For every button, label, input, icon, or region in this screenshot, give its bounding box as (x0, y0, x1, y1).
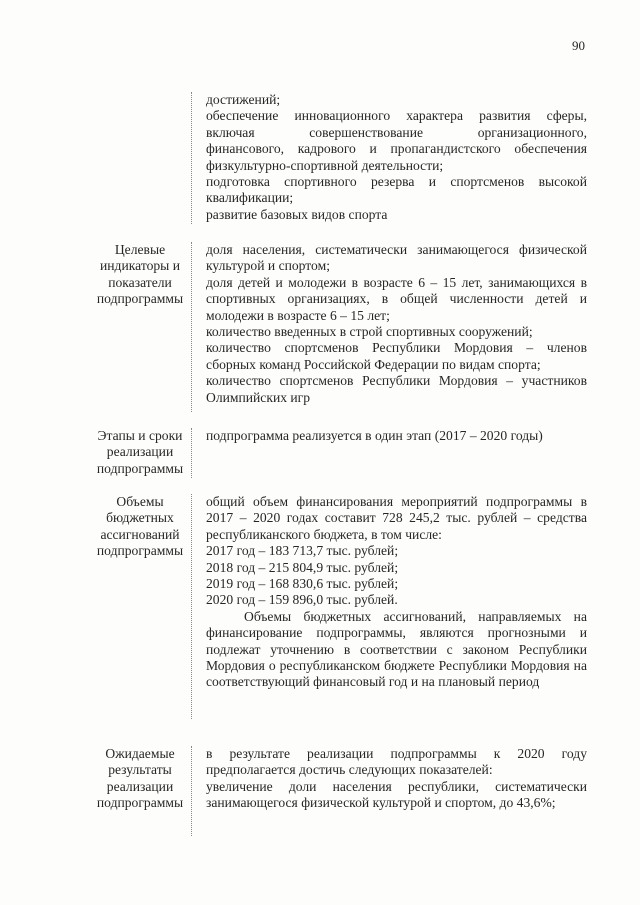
funding-text (206, 494, 587, 691)
goals-line: включая совершенствование организационного, (206, 124, 587, 140)
funding-year: 2017 год – 183 713,7 тыс. рублей; (206, 543, 399, 559)
column-divider (191, 746, 196, 836)
stages-text (206, 428, 587, 444)
stages-value: подпрограмма реализуется в один этап (2017 – 2020 годы) (206, 428, 543, 443)
indicators-label: Целевые индикаторы и показатели подпрограммы (96, 242, 184, 307)
column-divider (191, 494, 196, 719)
stages-label: Этапы и сроки реализации подпрограммы (96, 428, 184, 476)
page-number: 90 (572, 38, 585, 53)
goals-line: обеспечение инновационного характера развития сферы, (206, 108, 587, 124)
goals-line: подготовка спортивного резерва и спортсменов высокой (206, 174, 587, 190)
result-item: увеличение доли населения республики, систематически занимающегося физической культурой и спортом, до 43,6%; (206, 778, 587, 811)
goals-line: достижений; (206, 92, 281, 107)
funding-year: 2020 год – 159 896,0 тыс. рублей. (206, 592, 398, 608)
indicator-item: количество спортсменов Республики Мордовия – членов сборных команд Российской Федерации по видам спорта; (206, 340, 587, 372)
column-divider (191, 428, 196, 478)
indicators-text (206, 242, 587, 406)
results-label: Ожидаемые результаты реализации подпрограммы (96, 746, 184, 811)
goals-line: развитие базовых видов спорта (206, 206, 388, 222)
goals-line: финансового, кадрового и пропагандистского обеспечения (206, 141, 587, 157)
indicator-item: количество спортсменов Республики Мордовия – участников Олимпийских игр (206, 373, 587, 405)
indicator-item: доля детей и молодежи в возрасте 6 – 15 лет, занимающихся в спортивных организациях, в общей численности детей и молодежи в возрасте 6 – 15 лет; (206, 274, 587, 323)
funding-intro: общий объем финансирования мероприятий подпрограммы в 2017 – 2020 годах составит 728 245,2 тыс. рублей – средства республиканского бюджета, в том числе: (206, 494, 587, 542)
funding-year: 2019 год – 168 830,6 тыс. рублей; (206, 576, 399, 592)
result-item: в результате реализации подпрограммы к 2020 году предполагается достичь следующих показателей: (206, 746, 587, 778)
results-text (206, 746, 587, 812)
funding-note: Объемы бюджетных ассигнований, направляемых на финансирование подпрограммы, являются прогнозными и подлежат уточнению в соответствии с законом Республики Мордовия о республиканском бюджете Республики Мордовия на соответствующий финансовый год и на плановый период (206, 608, 587, 690)
indicator-item: доля населения, систематически занимающегося физической культурой и спортом; (206, 242, 587, 274)
goals-line: квалификации; (206, 190, 294, 206)
goals-line: физкультурно-спортивной деятельности; (206, 157, 444, 173)
indicator-item: количество введенных в строй спортивных сооружений; (206, 324, 533, 340)
goals-text (206, 92, 587, 223)
funding-label: Объемы бюджетных ассигнований подпрограммы (96, 494, 184, 559)
column-divider (191, 92, 196, 224)
funding-year: 2018 год – 215 804,9 тыс. рублей; (206, 559, 399, 575)
column-divider (191, 242, 196, 412)
